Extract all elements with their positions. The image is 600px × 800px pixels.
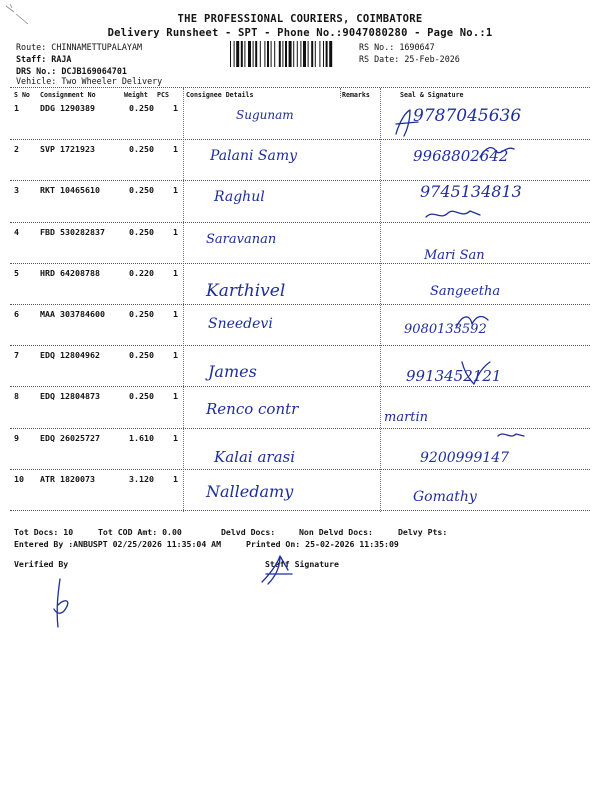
row-seal-signature: 9787045636 [413,106,522,126]
row-consignment-number: HRD 64208788 [40,267,100,278]
row-seal-signature: martin [384,410,429,425]
row-consignment-number: ATR 1820073 [40,473,95,484]
row-serial-number: 9 [14,432,19,443]
barcode-bar [234,41,235,67]
row-separator [10,386,590,387]
barcode-bar [267,41,269,67]
row-seal-signature: Mari San [424,248,485,263]
signature-stroke [496,428,526,442]
row-seal-signature: 9745134813 [420,182,522,201]
row-consignee-handwriting: Nalledamy [206,482,294,501]
vehicle-field: Vehicle: Two Wheeler Delivery [16,76,163,86]
row-seal-signature: 9968802642 [413,147,509,165]
non-delivered-docs: Non Delvd Docs: [299,527,373,537]
row-consignee-handwriting: Palani Samy [210,148,298,164]
col-header-seal: Seal & Signature [400,91,464,99]
barcode [230,41,355,67]
col-header-consignee: Consignee Details [186,91,254,99]
row-separator [10,139,590,140]
barcode-bar [264,41,265,67]
barcode-bar [271,41,272,67]
staff-field: Staff: RAJA [16,54,72,64]
col-header-sno: S No [14,91,30,99]
barcode-bar [253,41,254,67]
table-top-rule [10,87,590,88]
row-serial-number: 6 [14,309,19,319]
barcode-bar [319,41,320,67]
row-separator [10,304,590,305]
row-consignment-number: EDQ 12804873 [40,391,100,402]
row-weight: 0.250 [129,103,154,113]
row-weight: 0.250 [129,226,154,237]
document-subtitle: Delivery Runsheet - SPT - Phone No.:9047080280 - Page No.:1 [107,27,493,39]
row-pieces: 1 [173,103,178,113]
row-consignment-number: SVP 1721923 [40,144,95,155]
row-weight: 0.250 [129,185,154,196]
staff-signature-label: Staff Signature [265,559,339,569]
delivery-points: Delvy Pts: [398,527,448,537]
row-pieces: 1 [173,391,178,402]
row-pieces: 1 [173,350,178,361]
barcode-bar [285,41,287,67]
row-consignment-number: RKT 10465610 [40,185,100,196]
barcode-bar [311,41,313,67]
row-weight: 0.250 [129,350,154,361]
drs-number: DRS No.: DCJB169064701 [16,66,127,76]
row-separator [10,469,590,470]
row-serial-number: 1 [14,103,19,113]
row-consignee-handwriting: Saravanan [206,232,277,247]
barcode-bar [260,41,261,67]
barcode-bar [255,41,257,67]
row-pieces: 1 [173,473,178,484]
barcode-bar [282,41,283,67]
total-cod-amount: Tot COD Amt: 0.00 [98,527,182,537]
row-pieces: 1 [173,309,178,319]
row-consignment-number: EDQ 26025727 [40,432,100,443]
row-serial-number: 8 [14,391,19,402]
row-seal-signature: 9080133592 [404,322,487,337]
signature-stroke-path [498,434,524,436]
row-separator [10,428,590,429]
row-pieces: 1 [173,267,178,278]
col-header-pcs: PCS [157,91,169,99]
row-serial-number: 5 [14,267,19,278]
row-consignment-number: MAA 303784600 [40,309,105,319]
verified-by-label: Verified By [14,559,69,569]
barcode-bar [244,41,245,67]
row-consignee-handwriting: Sneedevi [208,316,273,332]
route-field: Route: CHINNAMETTUPALAYAM [16,42,143,52]
barcode-bar [300,41,301,67]
row-separator [10,510,590,511]
barcode-bar [279,41,281,67]
col-header-remarks: Remarks [342,91,370,99]
row-serial-number: 10 [14,473,24,484]
row-pieces: 1 [173,144,178,155]
row-pieces: 1 [173,185,178,196]
rs-date: RS Date: 25-Feb-2026 [359,54,460,64]
row-weight: 0.250 [129,309,154,319]
row-serial-number: 2 [14,144,19,155]
barcode-bar [303,41,306,67]
row-consignment-number: EDQ 12804962 [40,350,100,361]
barcode-bar [315,41,316,67]
barcode-bar [241,41,243,67]
barcode-bar [323,41,324,67]
barcode-bar [329,41,332,67]
row-weight: 0.220 [129,267,154,278]
barcode-bar [297,41,298,67]
barcode-bar [308,41,309,67]
row-serial-number: 3 [14,185,19,196]
barcode-bar [236,41,239,67]
barcode-bar [293,41,294,67]
col-divider [183,88,184,512]
signature-stroke-path [426,211,480,217]
signature-stroke [424,203,484,223]
rs-number: RS No.: 1690647 [359,42,435,52]
verified-by-signature [40,575,80,635]
row-weight: 1.610 [129,432,154,443]
row-weight: 0.250 [129,144,154,155]
row-serial-number: 7 [14,350,19,361]
row-consignee-handwriting: Renco contr [206,400,299,418]
row-consignee-handwriting: James [208,362,257,381]
row-separator [10,345,590,346]
printed-on: Printed On: 25-02-2026 11:35:09 [246,539,399,549]
barcode-bar [274,41,275,67]
row-consignee-handwriting: Sugunam [236,108,294,122]
row-seal-signature: Gomathy [413,489,477,505]
row-serial-number: 4 [14,226,19,237]
row-consignee-handwriting: Kalai arasi [214,448,296,466]
barcode-bar [326,41,328,67]
delivered-docs: Delvd Docs: [221,527,276,537]
row-seal-signature: 9200999147 [420,450,510,466]
col-header-consignment: Consignment No [40,91,96,99]
row-separator [10,180,590,181]
row-weight: 0.250 [129,391,154,402]
row-consignee-handwriting: Raghul [214,189,265,205]
row-seal-signature: Sangeetha [430,284,501,299]
staff-signature [258,552,308,588]
entered-by: Entered By :ANBUSPT 02/25/2026 11:35:04 AM [14,539,222,549]
total-docs: Tot Docs: 10 [14,527,74,537]
row-separator [10,263,590,264]
row-consignment-number: DDG 1290389 [40,103,95,113]
row-seal-signature: 9913452121 [406,367,502,385]
row-separator [10,222,590,223]
row-consignment-number: FBD 530282837 [40,226,105,237]
col-header-weight: Weight [124,91,148,99]
row-pieces: 1 [173,432,178,443]
barcode-bar [289,41,292,67]
document-title: THE PROFESSIONAL COURIERS, COIMBATORE [177,13,423,25]
row-pieces: 1 [173,226,178,237]
row-consignee-handwriting: Karthivel [206,281,286,301]
row-weight: 3.120 [129,473,154,484]
barcode-bar [230,41,231,67]
col-divider [380,88,381,512]
barcode-bar [248,41,251,67]
col-divider [340,88,341,98]
